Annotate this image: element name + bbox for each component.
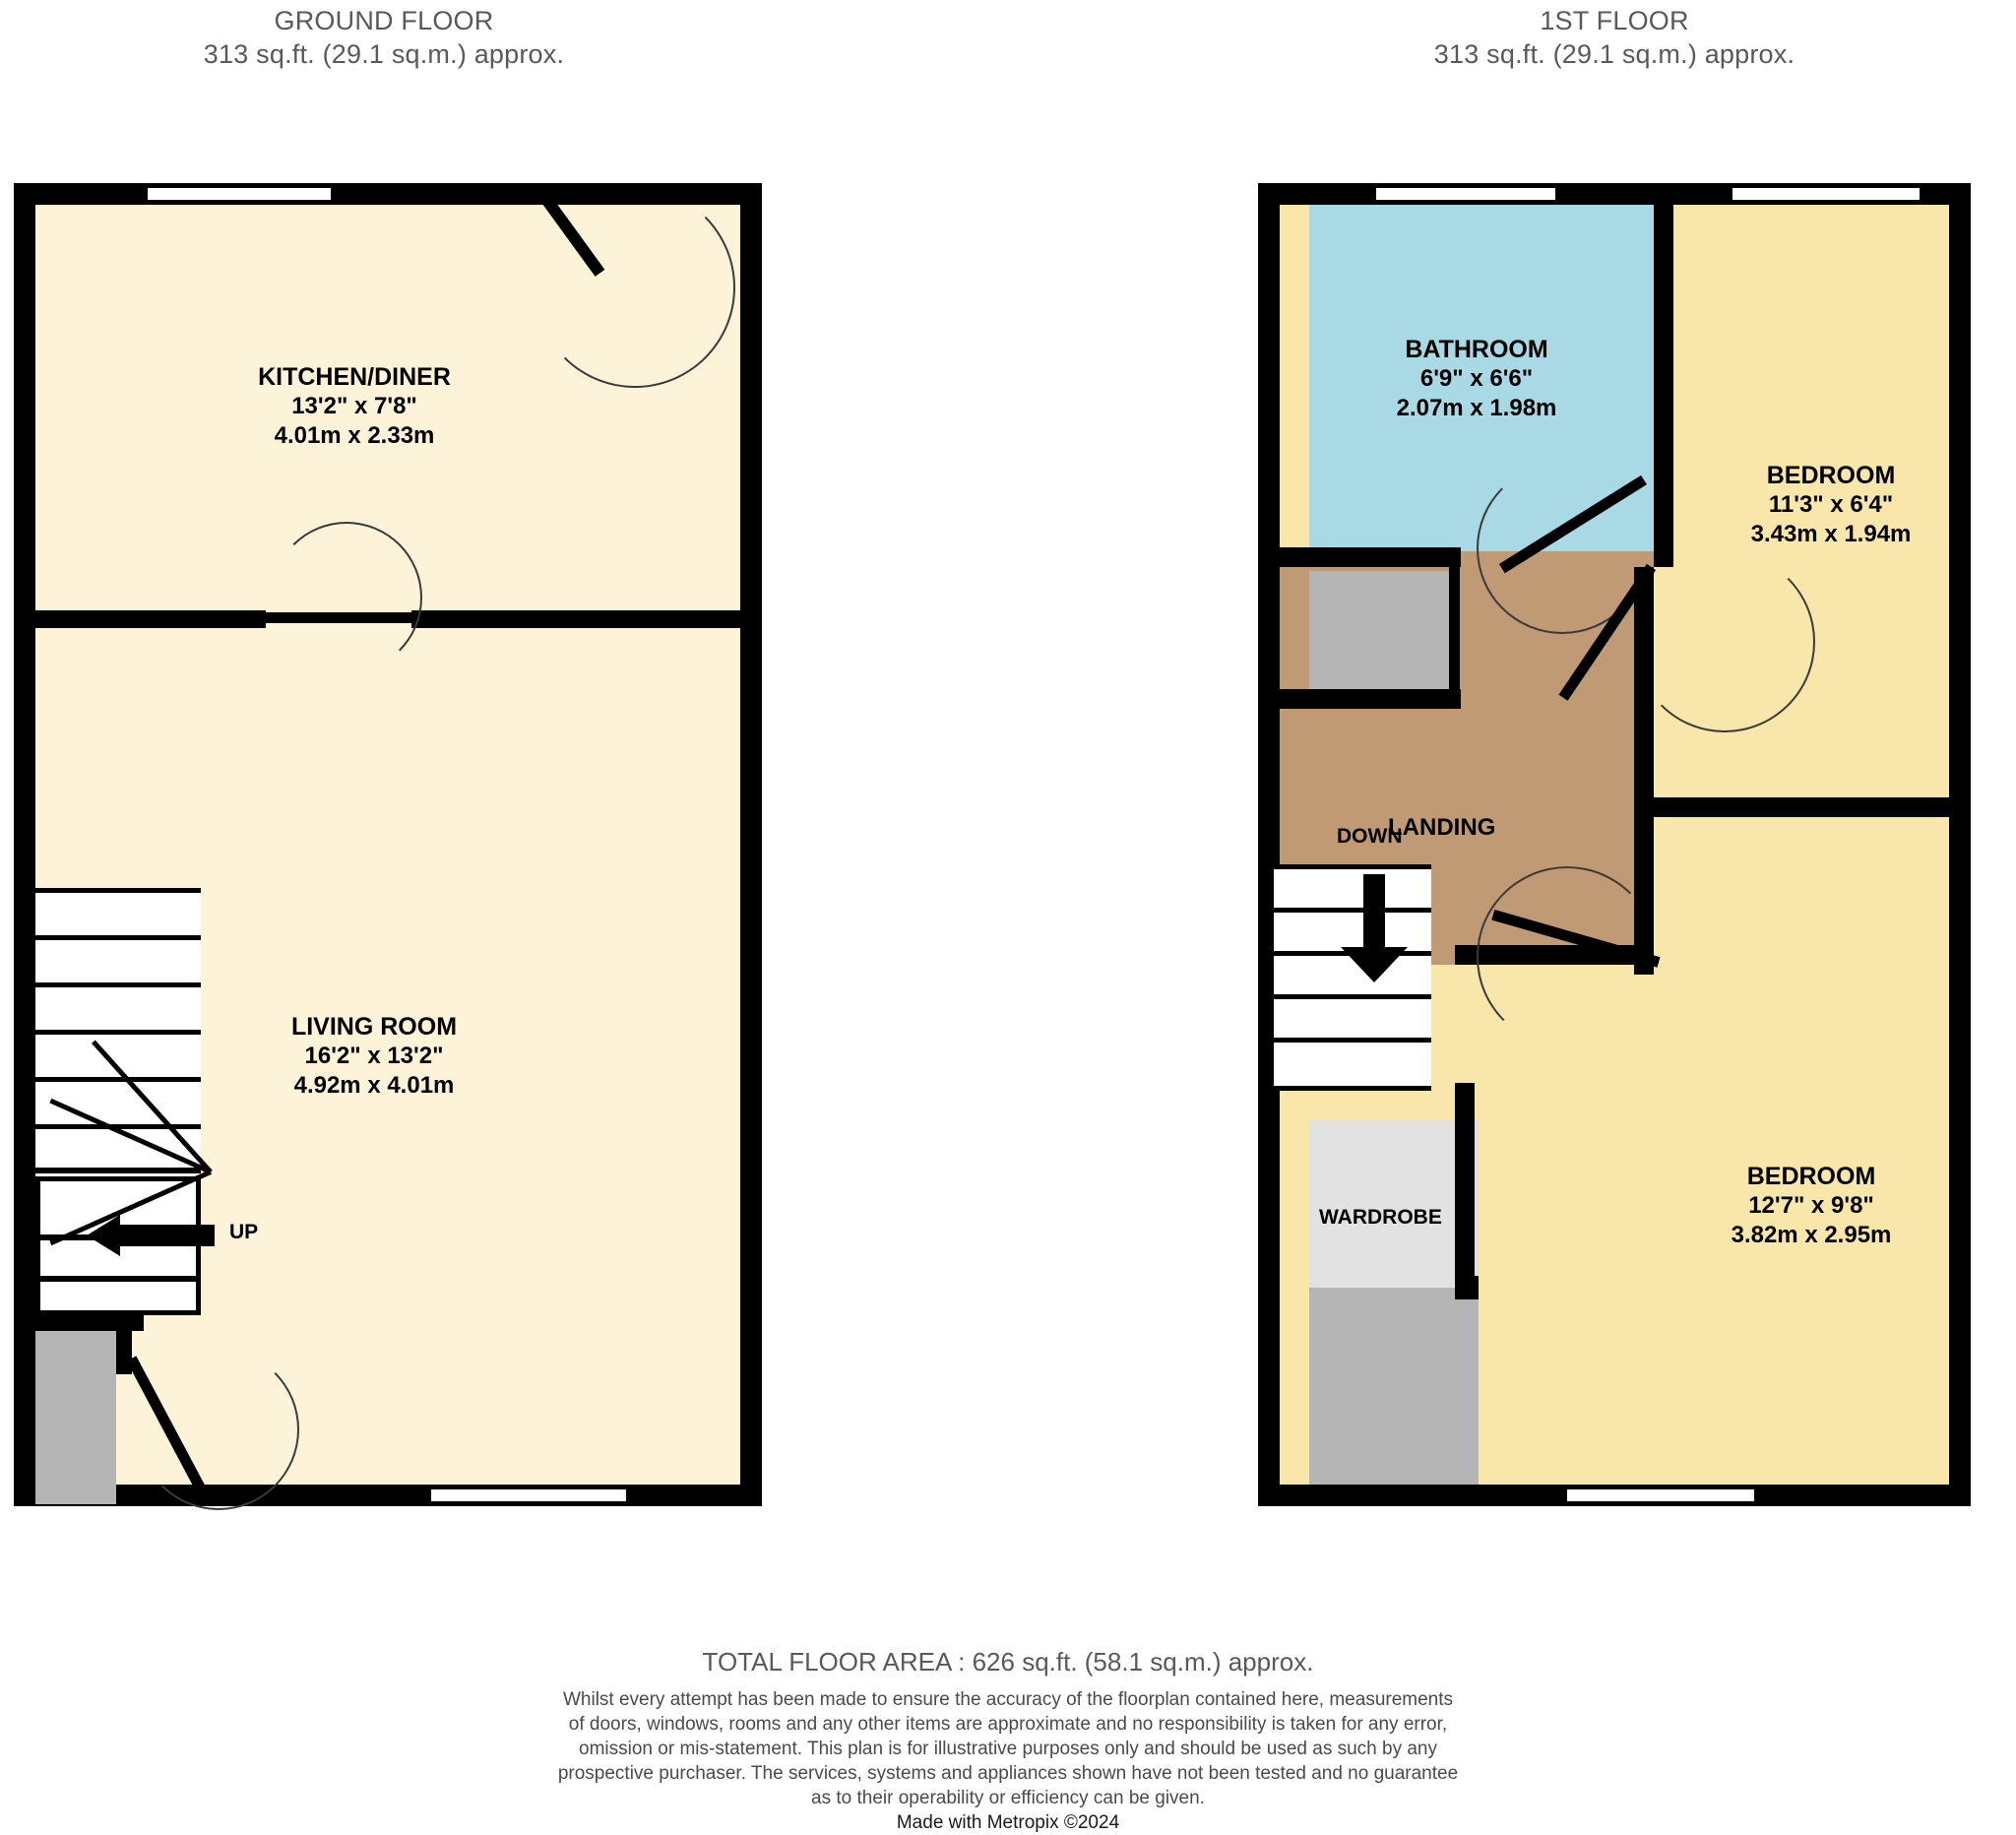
door-arc-kitchen-living	[271, 522, 422, 673]
first-floor-area: 313 sq.ft. (29.1 sq.m.) approx.	[1433, 39, 1796, 69]
landing-label: LANDING	[1388, 814, 1496, 841]
total-floor-area: TOTAL FLOOR AREA : 626 sq.ft. (58.1 sq.m.) approx.	[702, 1647, 1314, 1677]
internal-wall-wardrobe-right	[1455, 1083, 1475, 1299]
exterior-wall-right	[740, 183, 762, 1506]
wardrobe-label: WARDROBE	[1319, 1206, 1442, 1229]
room-dimensions-imperial: 11'3" x 6'4"	[1768, 491, 1894, 518]
door-leaf-cupboard	[1449, 567, 1460, 695]
made-with-credit: Made with Metropix ©2024	[896, 1812, 1120, 1833]
disclaimer-line: of doors, windows, rooms and any other items are approximate and no responsibility is taken for any error,	[568, 1714, 1448, 1735]
stair-winder-line	[35, 1168, 201, 1173]
room-name: KITCHEN/DINER	[258, 363, 451, 391]
exterior-wall-bottom	[14, 1485, 762, 1506]
internal-wall-kitchen-left	[30, 610, 266, 628]
room-dimensions-metric: 2.07m x 1.98m	[1396, 395, 1557, 421]
ground-floor-area: 313 sq.ft. (29.1 sq.m.) approx.	[203, 39, 565, 69]
door-arc-bedroom-top	[1634, 551, 1815, 732]
room-label-living-room	[167, 1012, 581, 1101]
window-bathroom-top	[1376, 183, 1555, 205]
ground-floor-title	[59, 4, 709, 71]
disclaimer-line: omission or mis-statement. This plan is for illustrative purposes only and should be used as such by any	[579, 1739, 1437, 1759]
window-living-bottom	[431, 1485, 626, 1506]
disclaimer	[0, 1687, 2016, 1835]
room-label-bathroom	[1280, 335, 1673, 423]
internal-wall-kitchen-right	[411, 610, 758, 628]
room-label-kitchen-diner	[138, 362, 571, 451]
room-dimensions-metric: 4.01m x 2.33m	[274, 422, 435, 449]
window-bedroom-top	[1732, 183, 1920, 205]
window-kitchen-top	[148, 183, 331, 205]
first-floor-title	[1290, 4, 1939, 71]
storage-grey-fill	[1309, 1288, 1479, 1496]
room-dimensions-metric: 3.82m x 2.95m	[1731, 1222, 1892, 1248]
stair-step	[1274, 1038, 1431, 1091]
room-name: LIVING ROOM	[290, 1013, 458, 1041]
stair-winder-line	[35, 1276, 201, 1282]
stair-up-arrow-head	[87, 1215, 120, 1256]
disclaimer-line: as to their operability or efficiency can be given.	[811, 1788, 1205, 1808]
room-label-bedroom-bottom	[1634, 1162, 1988, 1250]
wall-cupboard-right	[116, 1315, 132, 1374]
stair-direction-label-up: UP	[229, 1221, 259, 1243]
internal-wall-bathroom-bottom-left	[1274, 547, 1461, 567]
internal-wall-cupboard-bottom	[1274, 689, 1461, 709]
internal-wall-bedroom-divider	[1654, 797, 1953, 817]
room-dimensions-imperial: 16'2" x 13'2"	[304, 1043, 444, 1069]
exterior-wall-left	[14, 183, 35, 1506]
room-dimensions-imperial: 12'7" x 9'8"	[1748, 1192, 1874, 1219]
cupboard-under-stairs	[35, 1331, 116, 1504]
room-dimensions-metric: 4.92m x 4.01m	[293, 1072, 455, 1099]
room-label-bedroom-top	[1654, 461, 2008, 549]
first-floor-name: 1ST FLOOR	[1540, 6, 1689, 35]
wardrobe-fill	[1309, 1120, 1479, 1288]
footer	[0, 1646, 2016, 1835]
door-leaf-kitchen-living	[266, 612, 413, 623]
window-bedroom-bottom	[1567, 1485, 1754, 1506]
stair-direction-label-down: DOWN	[1337, 825, 1403, 848]
stair-up-arrow-shaft	[116, 1225, 215, 1246]
disclaimer-line: prospective purchaser. The services, systems and appliances shown have not been tested and no guarantee	[557, 1763, 1459, 1784]
exterior-wall-left	[1258, 183, 1280, 1506]
airing-cupboard	[1309, 571, 1455, 689]
room-name: BEDROOM	[1746, 1163, 1876, 1190]
room-dimensions-metric: 3.43m x 1.94m	[1750, 521, 1912, 547]
disclaimer-line: Whilst every attempt has been made to ensure the accuracy of the floorplan contained here, measurements	[562, 1689, 1454, 1710]
stair-down-arrow-head	[1341, 947, 1408, 982]
room-dimensions-imperial: 13'2" x 7'8"	[291, 393, 417, 419]
room-name: BATHROOM	[1405, 336, 1548, 363]
room-dimensions-imperial: 6'9" x 6'6"	[1419, 365, 1534, 392]
ground-floor-name: GROUND FLOOR	[274, 6, 494, 35]
room-name: BEDROOM	[1766, 462, 1896, 489]
exterior-wall-right	[1949, 183, 1971, 1506]
